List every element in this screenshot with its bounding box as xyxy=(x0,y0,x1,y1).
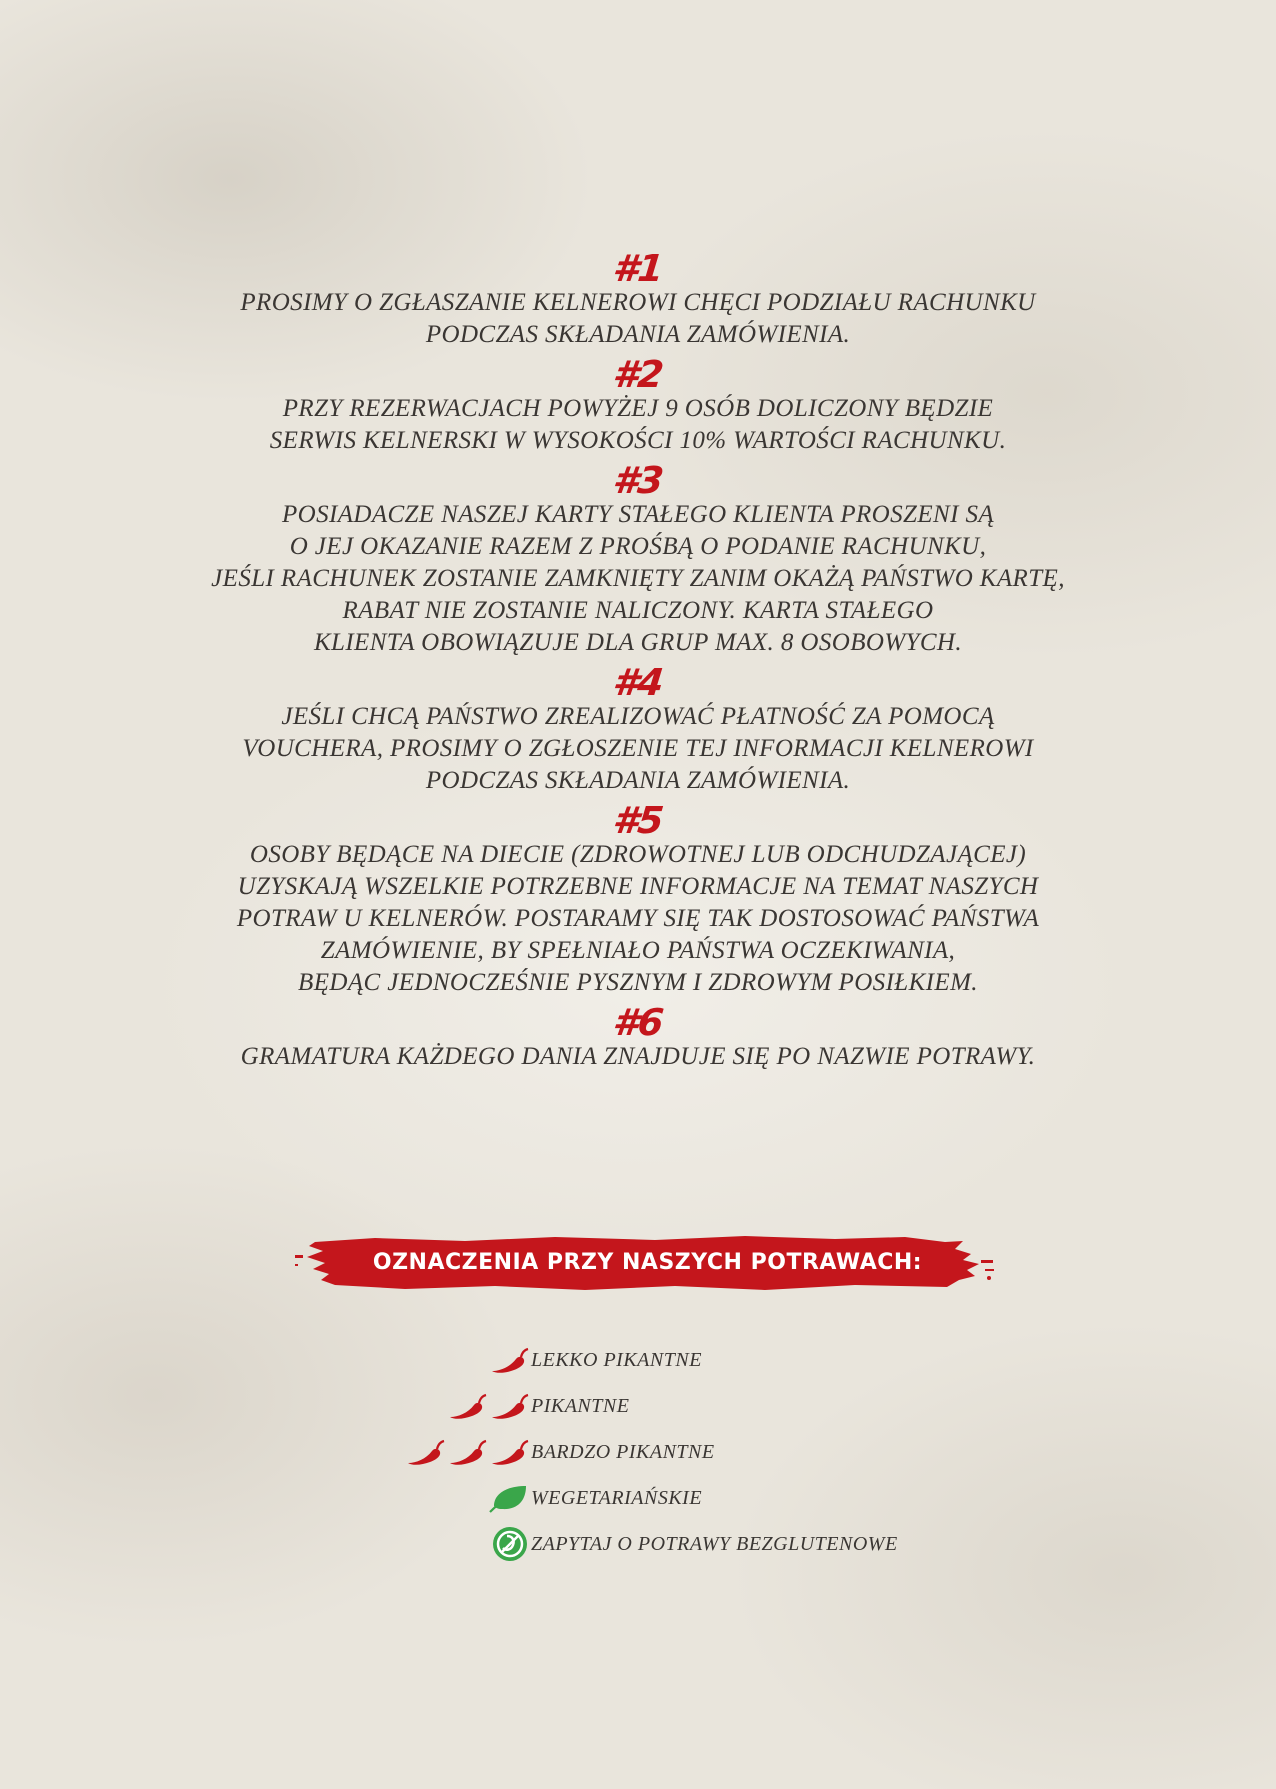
legend-item-very-hot xyxy=(380,1432,1000,1478)
note-text: OSOBY BĘDĄCE NA DIECIE (ZDROWOTNEJ LUB ODCHUDZAJĄCEJ) UZYSKAJĄ WSZELKIE POTRZEBNE INFORMACJE NA TEMAT NASZYCH POTRAW U KELNERÓW. POSTARAMY SIĘ TAK DOSTOSOWAĆ PAŃSTWA ZAMÓWIENIE, BY SPEŁNIAŁO PAŃSTWA OCZEKIWANIA, BĘDĄC JEDNOCZEŚNIE PYSZNYM I ZDROWYM POSIŁKIEM. xyxy=(236,841,1040,996)
leaf-icon xyxy=(488,1482,530,1514)
note-3 xyxy=(0,460,1276,659)
note-number: #6 xyxy=(611,1001,666,1044)
dish-symbols-legend xyxy=(380,1340,1000,1570)
legend-label: BARDZO PIKANTNE xyxy=(531,1441,715,1463)
note-6 xyxy=(0,1002,1276,1073)
note-5 xyxy=(0,800,1276,999)
chili-pepper-icon xyxy=(490,1345,530,1375)
legend-item-gluten-free xyxy=(380,1524,1000,1570)
note-text: GRAMATURA KAŻDEGO DANIA ZNAJDUJE SIĘ PO NAZWIE POTRAWY. xyxy=(240,1043,1036,1070)
legend-label: WEGETARIAŃSKIE xyxy=(531,1487,703,1509)
house-rules xyxy=(0,248,1276,1076)
gluten-free-icon xyxy=(490,1524,530,1564)
chili-pepper-icon xyxy=(490,1391,530,1421)
chili-pepper-icon xyxy=(490,1437,530,1467)
note-number: #4 xyxy=(611,661,666,704)
chili-pepper-icon xyxy=(448,1391,488,1421)
note-text: POSIADACZE NASZEJ KARTY STAŁEGO KLIENTA PROSZENI SĄ O JEJ OKAZANIE RAZEM Z PROŚBĄ O PODANIE RACHUNKU, JEŚLI RACHUNEK ZOSTANIE ZAMKNIĘTY ZANIM OKAŻĄ PAŃSTWO KARTĘ, RABAT NIE ZOSTANIE NALICZONY. KARTA STAŁEGO KLIENTA OBOWIĄZUJE DLA GRUP MAX. 8 OSOBOWYCH. xyxy=(211,501,1065,656)
chili-pepper-icon xyxy=(406,1437,446,1467)
legend-label: LEKKO PIKANTNE xyxy=(531,1349,702,1371)
legend-item-hot xyxy=(380,1386,1000,1432)
note-4 xyxy=(0,662,1276,797)
note-2 xyxy=(0,354,1276,457)
legend-label: ZAPYTAJ O POTRAWY BEZGLUTENOWE xyxy=(531,1533,898,1555)
note-number: #3 xyxy=(611,459,666,502)
note-text: PRZY REZERWACJACH POWYŻEJ 9 OSÓB DOLICZONY BĘDZIE SERWIS KELNERSKI W WYSOKOŚCI 10% WARTOŚCI RACHUNKU. xyxy=(269,395,1007,454)
note-number: #1 xyxy=(611,247,666,290)
note-text: PROSIMY O ZGŁASZANIE KELNEROWI CHĘCI PODZIAŁU RACHUNKU PODCZAS SKŁADANIA ZAMÓWIENIA. xyxy=(240,289,1036,348)
legend-title: OZNACZENIA PRZY NASZYCH POTRAWACH: xyxy=(372,1250,923,1275)
legend-banner xyxy=(295,1233,1000,1293)
note-number: #5 xyxy=(611,799,666,842)
legend-label: PIKANTNE xyxy=(531,1395,630,1417)
chili-pepper-icon xyxy=(448,1437,488,1467)
note-text: JEŚLI CHCĄ PAŃSTWO ZREALIZOWAĆ PŁATNOŚĆ ZA POMOCĄ VOUCHERA, PROSIMY O ZGŁOSZENIE TEJ INFORMACJI KELNEROWI PODCZAS SKŁADANIA ZAMÓWIENIA. xyxy=(242,703,1034,794)
legend-item-vegetarian xyxy=(380,1478,1000,1524)
note-1 xyxy=(0,248,1276,351)
note-number: #2 xyxy=(611,353,666,396)
legend-item-mild xyxy=(380,1340,1000,1386)
